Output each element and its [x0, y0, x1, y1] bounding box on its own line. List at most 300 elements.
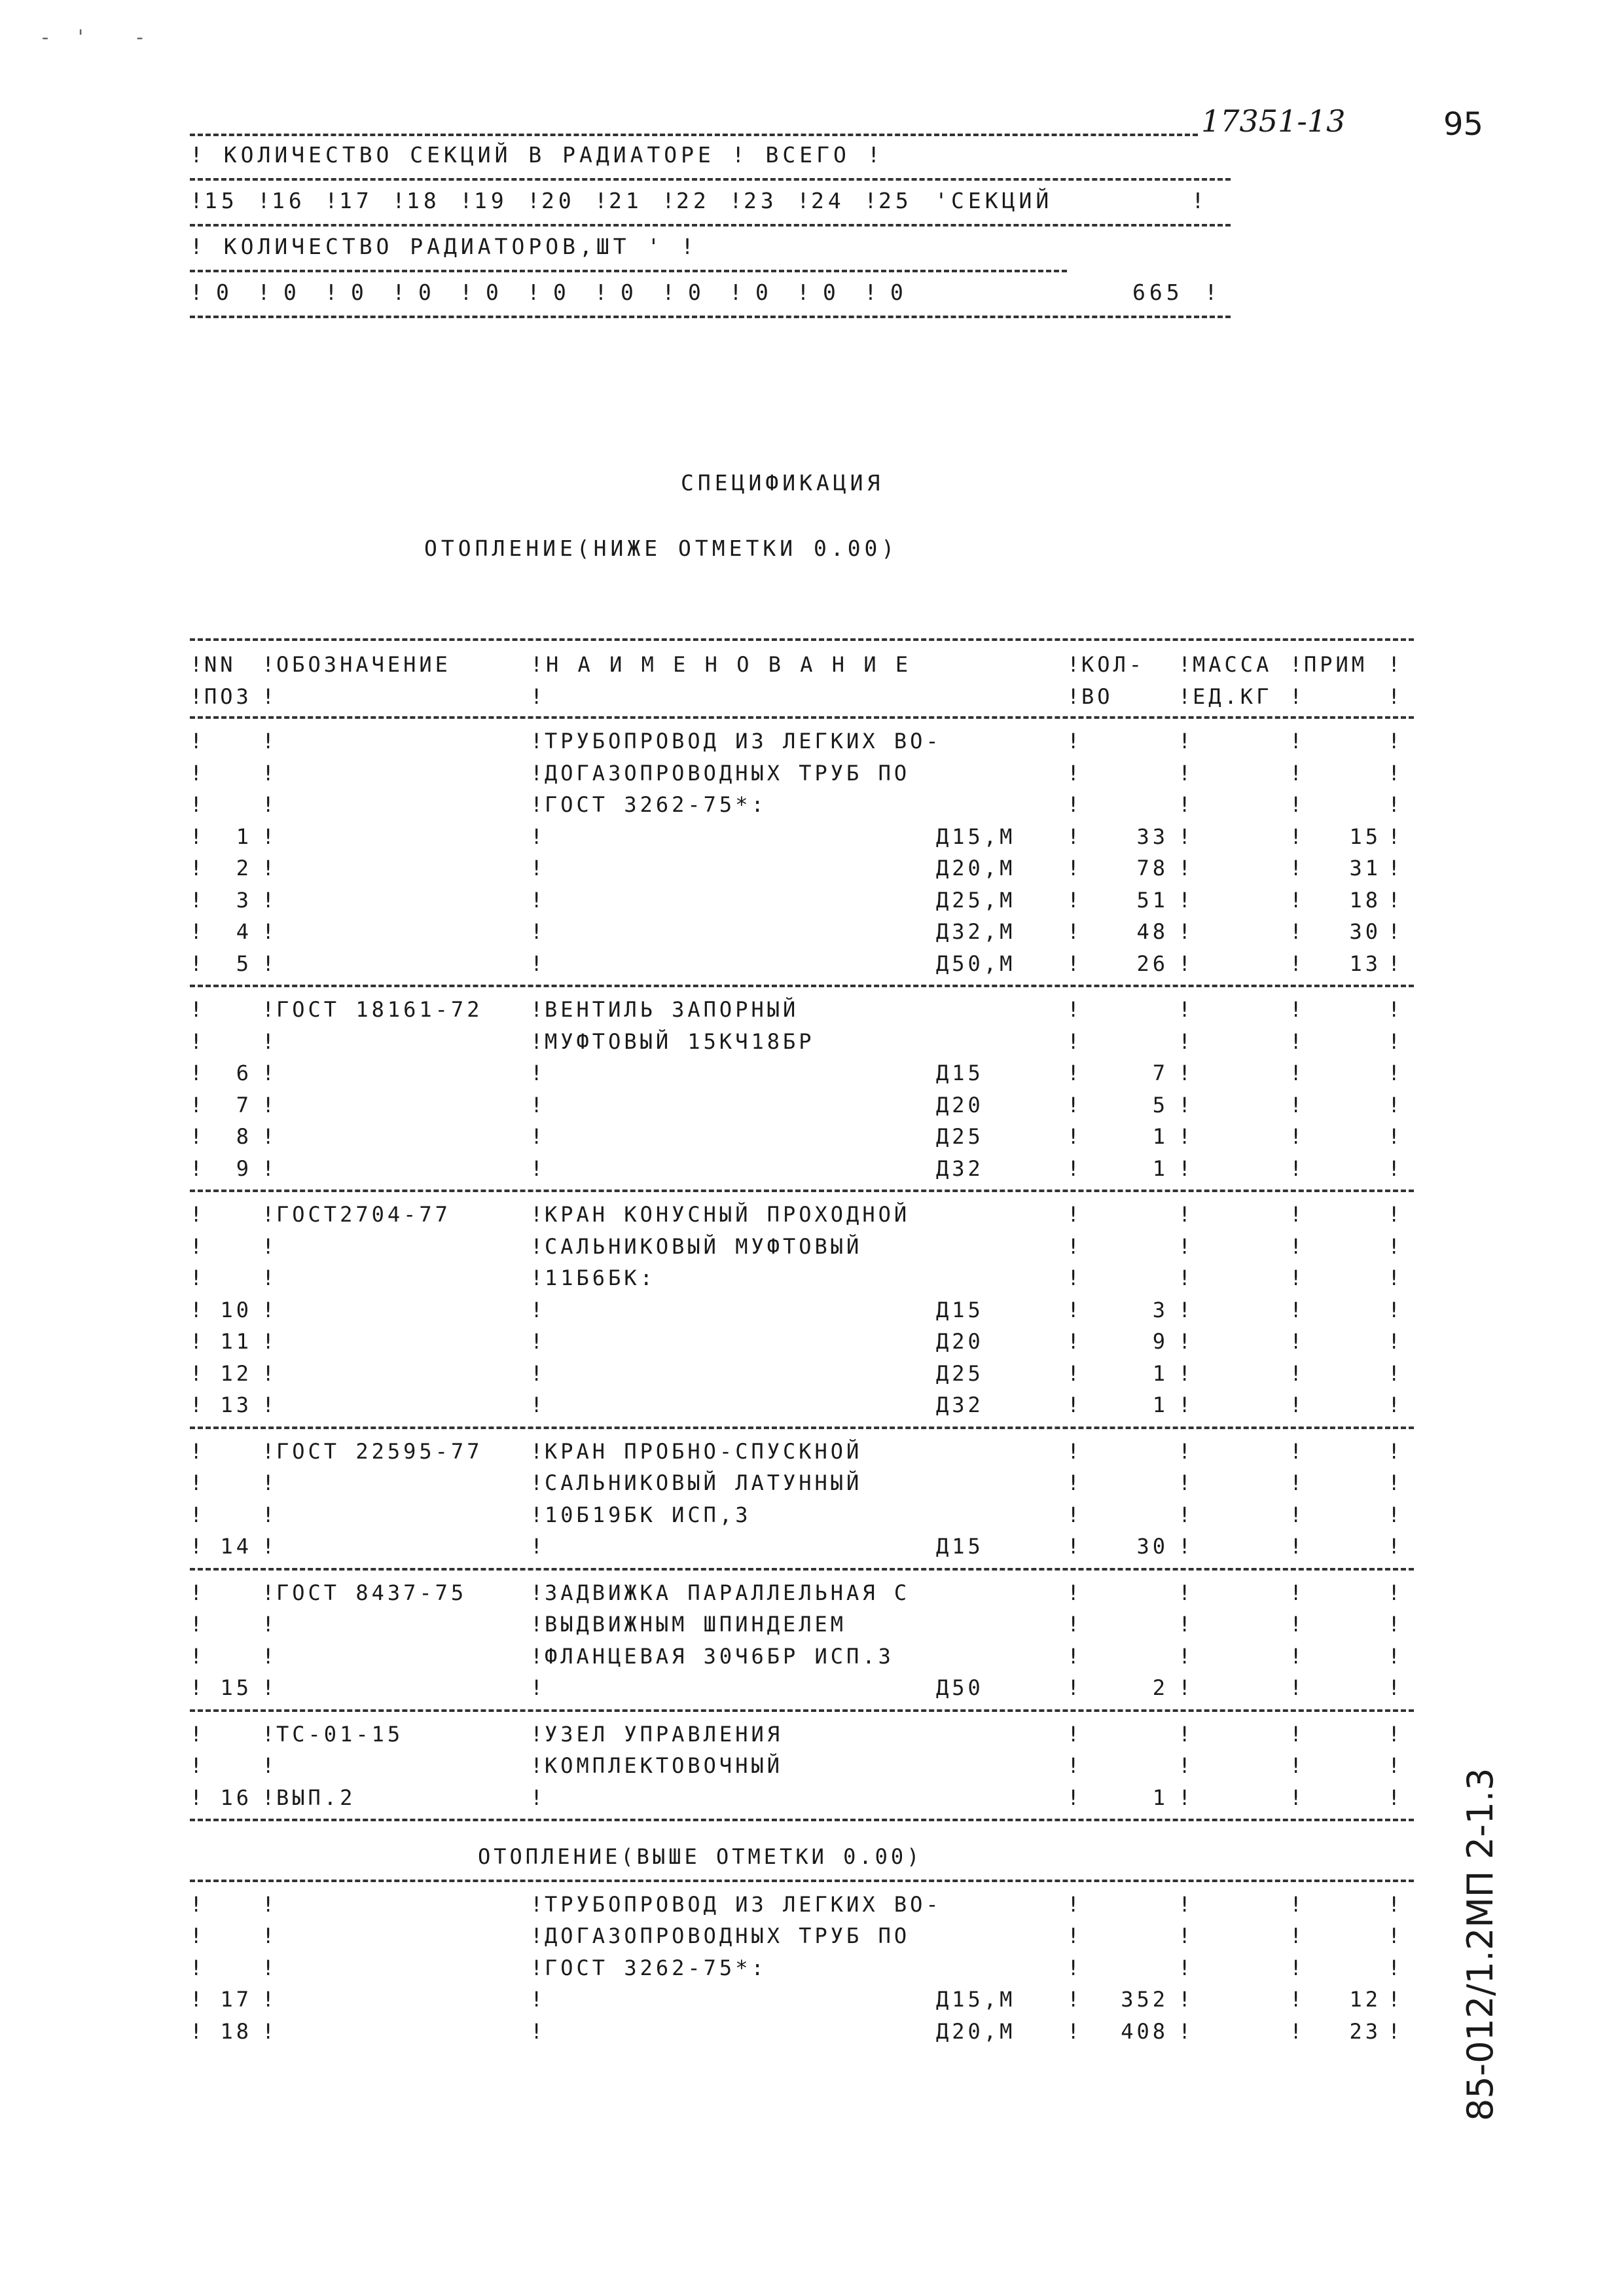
item-designation: ТС-01-15	[276, 1721, 404, 1747]
border-mark: !	[530, 824, 543, 849]
border-mark: !	[1388, 824, 1401, 849]
border-mark: !	[530, 1534, 543, 1559]
item-position: 17	[220, 1987, 252, 2012]
border-mark: !	[262, 1675, 275, 1700]
border-mark: !	[530, 1643, 543, 1669]
border-mark: !	[1290, 1265, 1303, 1290]
item-position: 11	[220, 1329, 252, 1354]
border-mark: !	[530, 1612, 543, 1637]
border-mark: !	[1388, 1124, 1401, 1149]
border-mark: !	[527, 280, 544, 305]
item-quantity: 3	[1152, 1297, 1168, 1322]
border-mark: !	[190, 856, 203, 881]
border-mark: !	[190, 1028, 203, 1054]
border-mark: !	[190, 1438, 203, 1464]
border-mark: !	[262, 824, 275, 849]
border-mark: !	[1178, 1297, 1191, 1322]
border-mark: !	[1067, 1329, 1080, 1354]
border-mark: !	[1178, 1124, 1191, 1149]
border-mark: !	[530, 1580, 543, 1605]
item-position: 15	[220, 1675, 252, 1700]
item-quantity: 1	[1152, 1155, 1168, 1181]
item-note: 23	[1349, 2018, 1381, 2044]
summary-title-sections: КОЛИЧЕСТВО СЕКЦИЙ В РАДИАТОРЕ	[223, 142, 715, 168]
border-mark: !	[1290, 1470, 1303, 1495]
border-mark: !	[1067, 1438, 1080, 1464]
border-mark: !	[1290, 683, 1303, 709]
item-note: 12	[1349, 1987, 1381, 2012]
border-mark: !	[1178, 652, 1191, 677]
border-mark: !	[1067, 1955, 1080, 1980]
border-mark: !	[262, 1612, 275, 1637]
border-mark: !	[262, 652, 275, 677]
border-mark: !	[190, 1580, 203, 1605]
border-mark: !	[190, 919, 203, 944]
column-header-note: ПРИМ	[1304, 652, 1368, 677]
border-mark: !	[1388, 1392, 1401, 1417]
border-mark: !	[1204, 280, 1221, 305]
border-mark: !	[190, 1124, 203, 1149]
border-mark: ' !	[630, 234, 698, 259]
border-mark: !	[1067, 1360, 1080, 1386]
border-mark: !	[530, 1360, 543, 1386]
border-mark: !	[1290, 824, 1303, 849]
item-note: 31	[1349, 856, 1381, 881]
item-designation: ГОСТ 22595-77	[276, 1438, 483, 1464]
border-mark: !	[1290, 997, 1303, 1022]
border-mark: !	[262, 997, 275, 1022]
radiator-count: 0	[621, 280, 638, 305]
border-mark: !	[1290, 919, 1303, 944]
border-mark: !	[460, 188, 477, 213]
border-mark: !	[1388, 1675, 1401, 1700]
border-mark: !	[530, 1028, 543, 1054]
border-mark: !	[190, 760, 203, 786]
border-mark: !	[1290, 1329, 1303, 1354]
item-quantity: 352	[1121, 1987, 1168, 2012]
border-mark: !	[1067, 1392, 1080, 1417]
border-mark: !	[850, 142, 884, 168]
border-mark: !	[530, 683, 543, 709]
border-mark: !	[1388, 2018, 1401, 2044]
border-mark: !	[262, 1028, 275, 1054]
border-mark: !	[460, 280, 477, 305]
border-mark: !	[797, 280, 814, 305]
border-mark: !	[190, 824, 203, 849]
radiator-count: 0	[688, 280, 705, 305]
border-mark: !	[1388, 1233, 1401, 1259]
border-mark: !	[1388, 1987, 1401, 2012]
border-mark: !	[1178, 919, 1191, 944]
border-mark: !	[530, 1923, 543, 1948]
border-mark: !	[1388, 1753, 1401, 1778]
divider	[190, 1190, 1414, 1192]
border-mark: !	[1067, 1502, 1080, 1527]
divider	[190, 1709, 1414, 1712]
document-stamp	[1420, 1768, 1499, 2134]
border-mark: !	[1178, 1785, 1191, 1810]
radiator-count: 0	[418, 280, 435, 305]
border-mark: !	[190, 1061, 203, 1085]
border-mark: !	[1067, 1923, 1080, 1948]
border-mark: !	[1388, 1643, 1401, 1669]
item-note: 15	[1349, 824, 1381, 849]
summary-title-radiators: КОЛИЧЕСТВО РАДИАТОРОВ,ШТ	[223, 234, 630, 259]
border-mark: !	[1067, 1297, 1080, 1322]
border-mark: !	[1290, 760, 1303, 786]
border-mark: !	[530, 1265, 543, 1290]
item-name-line: ВЕНТИЛЬ ЗАПОРНЫЙ	[545, 997, 799, 1022]
item-position: 6	[236, 1061, 252, 1085]
border-mark: !	[325, 188, 342, 213]
section-size: 22	[676, 188, 710, 213]
border-mark: !	[530, 951, 543, 976]
border-mark: !	[1290, 1202, 1303, 1227]
border-mark: !	[262, 1923, 275, 1948]
item-name-line: 10Б19БК ИСП,3	[545, 1502, 751, 1527]
border-mark: !	[1178, 856, 1191, 881]
item-size: Д50	[936, 1675, 984, 1700]
item-size: Д25	[936, 1124, 984, 1149]
border-mark: !	[262, 1502, 275, 1527]
border-mark: !	[1067, 856, 1080, 881]
border-mark: !	[530, 1392, 543, 1417]
border-mark: !	[1388, 919, 1401, 944]
column-header-qty-2: ВО	[1081, 683, 1113, 709]
border-mark: !	[257, 188, 274, 213]
border-mark: !	[190, 280, 207, 305]
border-mark: !	[190, 683, 203, 709]
border-mark: !	[1388, 1028, 1401, 1054]
border-mark: !	[530, 1124, 543, 1149]
item-position: 9	[236, 1155, 252, 1181]
border-mark: !	[1388, 1502, 1401, 1527]
border-mark: !	[1191, 188, 1208, 213]
border-mark: !	[262, 1092, 275, 1118]
border-mark: !	[1067, 1202, 1080, 1227]
border-mark: !	[530, 856, 543, 881]
item-quantity: 26	[1136, 951, 1168, 976]
summary-title-total: ВСЕГО	[765, 142, 850, 168]
section-size: 24	[811, 188, 845, 213]
border-mark: !	[1067, 1580, 1080, 1605]
border-mark: !	[262, 1202, 275, 1227]
border-mark: !	[1067, 824, 1080, 849]
border-mark: !	[1178, 1438, 1191, 1464]
border-mark: !	[1290, 1438, 1303, 1464]
border-mark: !	[1178, 1612, 1191, 1637]
page-number: 95	[1443, 106, 1484, 143]
border-mark: !	[190, 887, 203, 913]
border-mark: !	[1178, 1155, 1191, 1181]
border-mark: !	[1067, 683, 1080, 709]
border-mark: !	[1290, 1785, 1303, 1810]
total-unit: СЕКЦИЙ	[951, 188, 1053, 213]
section-size: 25	[878, 188, 912, 213]
border-mark: !	[1290, 1233, 1303, 1259]
item-size: Д20	[936, 1329, 984, 1354]
item-size: Д15,М	[936, 1987, 1016, 2012]
border-mark: !	[1178, 1392, 1191, 1417]
border-mark: !	[262, 856, 275, 881]
item-name-line: КРАН КОНУСНЫЙ ПРОХОДНОЙ	[545, 1202, 911, 1227]
border-mark: !	[190, 1643, 203, 1669]
doc-number: 17351-13	[1201, 103, 1346, 139]
border-mark: !	[1290, 2018, 1303, 2044]
border-mark: !	[1067, 652, 1080, 677]
border-mark: !	[530, 997, 543, 1022]
item-quantity: 1	[1152, 1124, 1168, 1149]
item-quantity: 408	[1121, 2018, 1168, 2044]
item-size: Д25,М	[936, 887, 1016, 913]
border-mark: !	[190, 142, 224, 168]
border-mark: !	[190, 2018, 203, 2044]
border-mark: !	[1290, 856, 1303, 881]
border-mark: !	[1290, 1155, 1303, 1181]
border-mark: !	[1290, 652, 1303, 677]
divider	[190, 1819, 1414, 1821]
border-mark: !	[1290, 1955, 1303, 1980]
border-mark: !	[729, 280, 746, 305]
divider	[190, 1427, 1414, 1429]
border-mark: !	[262, 1987, 275, 2012]
border-mark: !	[1290, 1580, 1303, 1605]
border-mark: !	[1178, 1753, 1191, 1778]
item-designation-2: ВЫП.2	[276, 1785, 356, 1810]
radiator-count: 0	[351, 280, 368, 305]
border-mark: !	[190, 1502, 203, 1527]
border-mark: !	[262, 1785, 275, 1810]
border-mark: !	[262, 1753, 275, 1778]
border-mark: !	[1178, 1329, 1191, 1354]
border-mark: !	[1178, 1891, 1191, 1917]
item-quantity: 33	[1136, 824, 1168, 849]
item-size: Д32	[936, 1392, 984, 1417]
border-mark: !	[1290, 729, 1303, 754]
border-mark: !	[1178, 1028, 1191, 1054]
border-mark: !	[392, 188, 409, 213]
border-mark: !	[1067, 760, 1080, 786]
border-mark: !	[1178, 1360, 1191, 1386]
border-mark: !	[1178, 1987, 1191, 2012]
section-below-title: ОТОПЛЕНИЕ(НИЖЕ ОТМЕТКИ 0.00)	[424, 536, 899, 561]
border-mark: !	[1178, 729, 1191, 754]
item-quantity: 7	[1152, 1061, 1168, 1085]
border-mark: !	[1290, 1675, 1303, 1700]
border-mark: !	[1388, 1721, 1401, 1747]
border-mark: !	[1178, 1643, 1191, 1669]
border-mark: !	[1178, 1265, 1191, 1290]
item-quantity: 2	[1152, 1675, 1168, 1700]
border-mark: !	[262, 1470, 275, 1495]
border-mark: !	[662, 280, 679, 305]
border-mark: !	[530, 1297, 543, 1322]
border-mark: !	[1067, 1612, 1080, 1637]
border-mark: !	[1178, 683, 1191, 709]
item-name-line: КОМПЛЕКТОВОЧНЫЙ	[545, 1753, 783, 1778]
border-mark: !	[1290, 1721, 1303, 1747]
radiator-count: 0	[216, 280, 233, 305]
item-size: Д15,М	[936, 824, 1016, 849]
border-mark: !	[797, 188, 814, 213]
border-mark: !	[1067, 1753, 1080, 1778]
item-size: Д20	[936, 1092, 984, 1118]
border-mark: !	[1067, 1061, 1080, 1085]
item-position: 2	[236, 856, 252, 881]
border-mark: !	[1067, 1124, 1080, 1149]
border-mark: !	[190, 234, 224, 259]
border-mark: !	[530, 1891, 543, 1917]
border-mark: !	[530, 887, 543, 913]
border-mark: !	[190, 1155, 203, 1181]
border-mark: !	[1178, 997, 1191, 1022]
border-mark: !	[1178, 951, 1191, 976]
border-mark: !	[190, 1675, 203, 1700]
item-note: 30	[1349, 919, 1381, 944]
border-mark: !	[1067, 1785, 1080, 1810]
corner-mark: - ' -	[39, 26, 146, 49]
border-mark: !	[1067, 1155, 1080, 1181]
item-quantity: 9	[1152, 1329, 1168, 1354]
border-mark: !	[1067, 1534, 1080, 1559]
border-mark: !	[1388, 887, 1401, 913]
border-mark: !	[262, 1580, 275, 1605]
border-mark: !	[1388, 1265, 1401, 1290]
border-mark: !	[262, 792, 275, 817]
border-mark: !	[1290, 1028, 1303, 1054]
item-position: 18	[220, 2018, 252, 2044]
item-position: 4	[236, 919, 252, 944]
border-mark: !	[190, 1721, 203, 1747]
border-mark: !	[190, 1470, 203, 1495]
border-mark: !	[1178, 1061, 1191, 1085]
border-mark: !	[1290, 951, 1303, 976]
border-mark: !	[1290, 1392, 1303, 1417]
border-mark: !	[1067, 997, 1080, 1022]
border-mark: !	[1290, 1297, 1303, 1322]
border-mark: !	[1388, 1297, 1401, 1322]
border-mark: !	[1290, 1124, 1303, 1149]
item-size: Д32,М	[936, 919, 1016, 944]
border-mark: !	[190, 1955, 203, 1980]
border-mark: !	[262, 760, 275, 786]
column-header-pos: NN	[204, 652, 236, 677]
total-sections: 665	[1132, 280, 1183, 305]
border-mark: !	[1067, 951, 1080, 976]
border-mark: !	[190, 1891, 203, 1917]
item-name-line: ГОСТ 3262-75*:	[545, 1955, 767, 1980]
border-mark: !	[1290, 1502, 1303, 1527]
border-mark: !	[530, 1155, 543, 1181]
border-mark: !	[1067, 792, 1080, 817]
summary-title-row	[190, 139, 884, 172]
item-name-line: 11Б6БК:	[545, 1265, 656, 1290]
border-mark: !	[530, 1092, 543, 1118]
column-header-pos-2: ПОЗ	[204, 683, 252, 709]
section-size: 20	[541, 188, 575, 213]
divider	[190, 985, 1414, 987]
item-quantity: 78	[1136, 856, 1168, 881]
border-mark: !	[530, 1753, 543, 1778]
border-mark: !	[1388, 729, 1401, 754]
border-mark: !	[530, 1061, 543, 1085]
item-size: Д50,М	[936, 951, 1016, 976]
border-mark: !	[530, 1329, 543, 1354]
border-mark: !	[1388, 951, 1401, 976]
border-mark: !	[190, 1534, 203, 1559]
item-size: Д20,М	[936, 856, 1016, 881]
border-mark: !	[1067, 1470, 1080, 1495]
item-size: Д20,М	[936, 2018, 1016, 2044]
radiator-count: 0	[755, 280, 772, 305]
divider	[190, 1880, 1414, 1882]
border-mark: !	[1290, 1923, 1303, 1948]
border-mark: !	[262, 683, 275, 709]
item-quantity: 5	[1152, 1092, 1168, 1118]
stamp-text: 85-012/1.2МП 2-1.3	[1460, 1768, 1501, 2121]
divider	[190, 224, 1231, 227]
item-name-line: САЛЬНИКОВЫЙ МУФТОВЫЙ	[545, 1233, 863, 1259]
item-quantity: 48	[1136, 919, 1168, 944]
border-mark: !	[1290, 1891, 1303, 1917]
radiator-count: 0	[553, 280, 570, 305]
border-mark: !	[262, 1061, 275, 1085]
border-mark: !	[1067, 1643, 1080, 1669]
border-mark: !	[262, 951, 275, 976]
item-name-line: УЗЕЛ УПРАВЛЕНИЯ	[545, 1721, 783, 1747]
item-position: 7	[236, 1092, 252, 1118]
border-mark: !	[190, 997, 203, 1022]
item-size: Д32	[936, 1155, 984, 1181]
border-mark: !	[530, 1438, 543, 1464]
border-mark: !	[262, 1124, 275, 1149]
item-quantity: 1	[1152, 1360, 1168, 1386]
border-mark: !	[1067, 1987, 1080, 2012]
border-mark: !	[1388, 792, 1401, 817]
border-mark: !	[262, 1643, 275, 1669]
border-mark: !	[262, 1297, 275, 1322]
border-mark: !	[190, 1265, 203, 1290]
border-mark: !	[190, 1360, 203, 1386]
border-mark: !	[262, 729, 275, 754]
border-mark: !	[1067, 2018, 1080, 2044]
radiator-count: 0	[486, 280, 503, 305]
item-name-line: ТРУБОПРОВОД ИЗ ЛЕГКИХ ВО-	[545, 729, 942, 754]
divider	[190, 316, 1231, 318]
border-mark: !	[325, 280, 342, 305]
border-mark: !	[262, 1955, 275, 1980]
border-mark: !	[262, 1265, 275, 1290]
section-size: 15	[204, 188, 238, 213]
border-mark: !	[1178, 1092, 1191, 1118]
border-mark: !	[530, 729, 543, 754]
border-mark: !	[1388, 856, 1401, 881]
section-size: 18	[406, 188, 441, 213]
border-mark: !	[1290, 1092, 1303, 1118]
border-mark: !	[262, 1329, 275, 1354]
border-mark: !	[1067, 1675, 1080, 1700]
item-name-line: ФЛАНЦЕВАЯ 30Ч6БР ИСП.3	[545, 1643, 894, 1669]
radiator-count: 0	[823, 280, 840, 305]
border-mark: !	[190, 1202, 203, 1227]
border-mark: !	[262, 1233, 275, 1259]
item-quantity: 51	[1136, 887, 1168, 913]
border-mark: !	[190, 1612, 203, 1637]
border-mark: !	[530, 1233, 543, 1259]
column-header-mass-2: ЕД.КГ	[1193, 683, 1272, 709]
border-mark: !	[1388, 1580, 1401, 1605]
item-note: 13	[1349, 951, 1381, 976]
